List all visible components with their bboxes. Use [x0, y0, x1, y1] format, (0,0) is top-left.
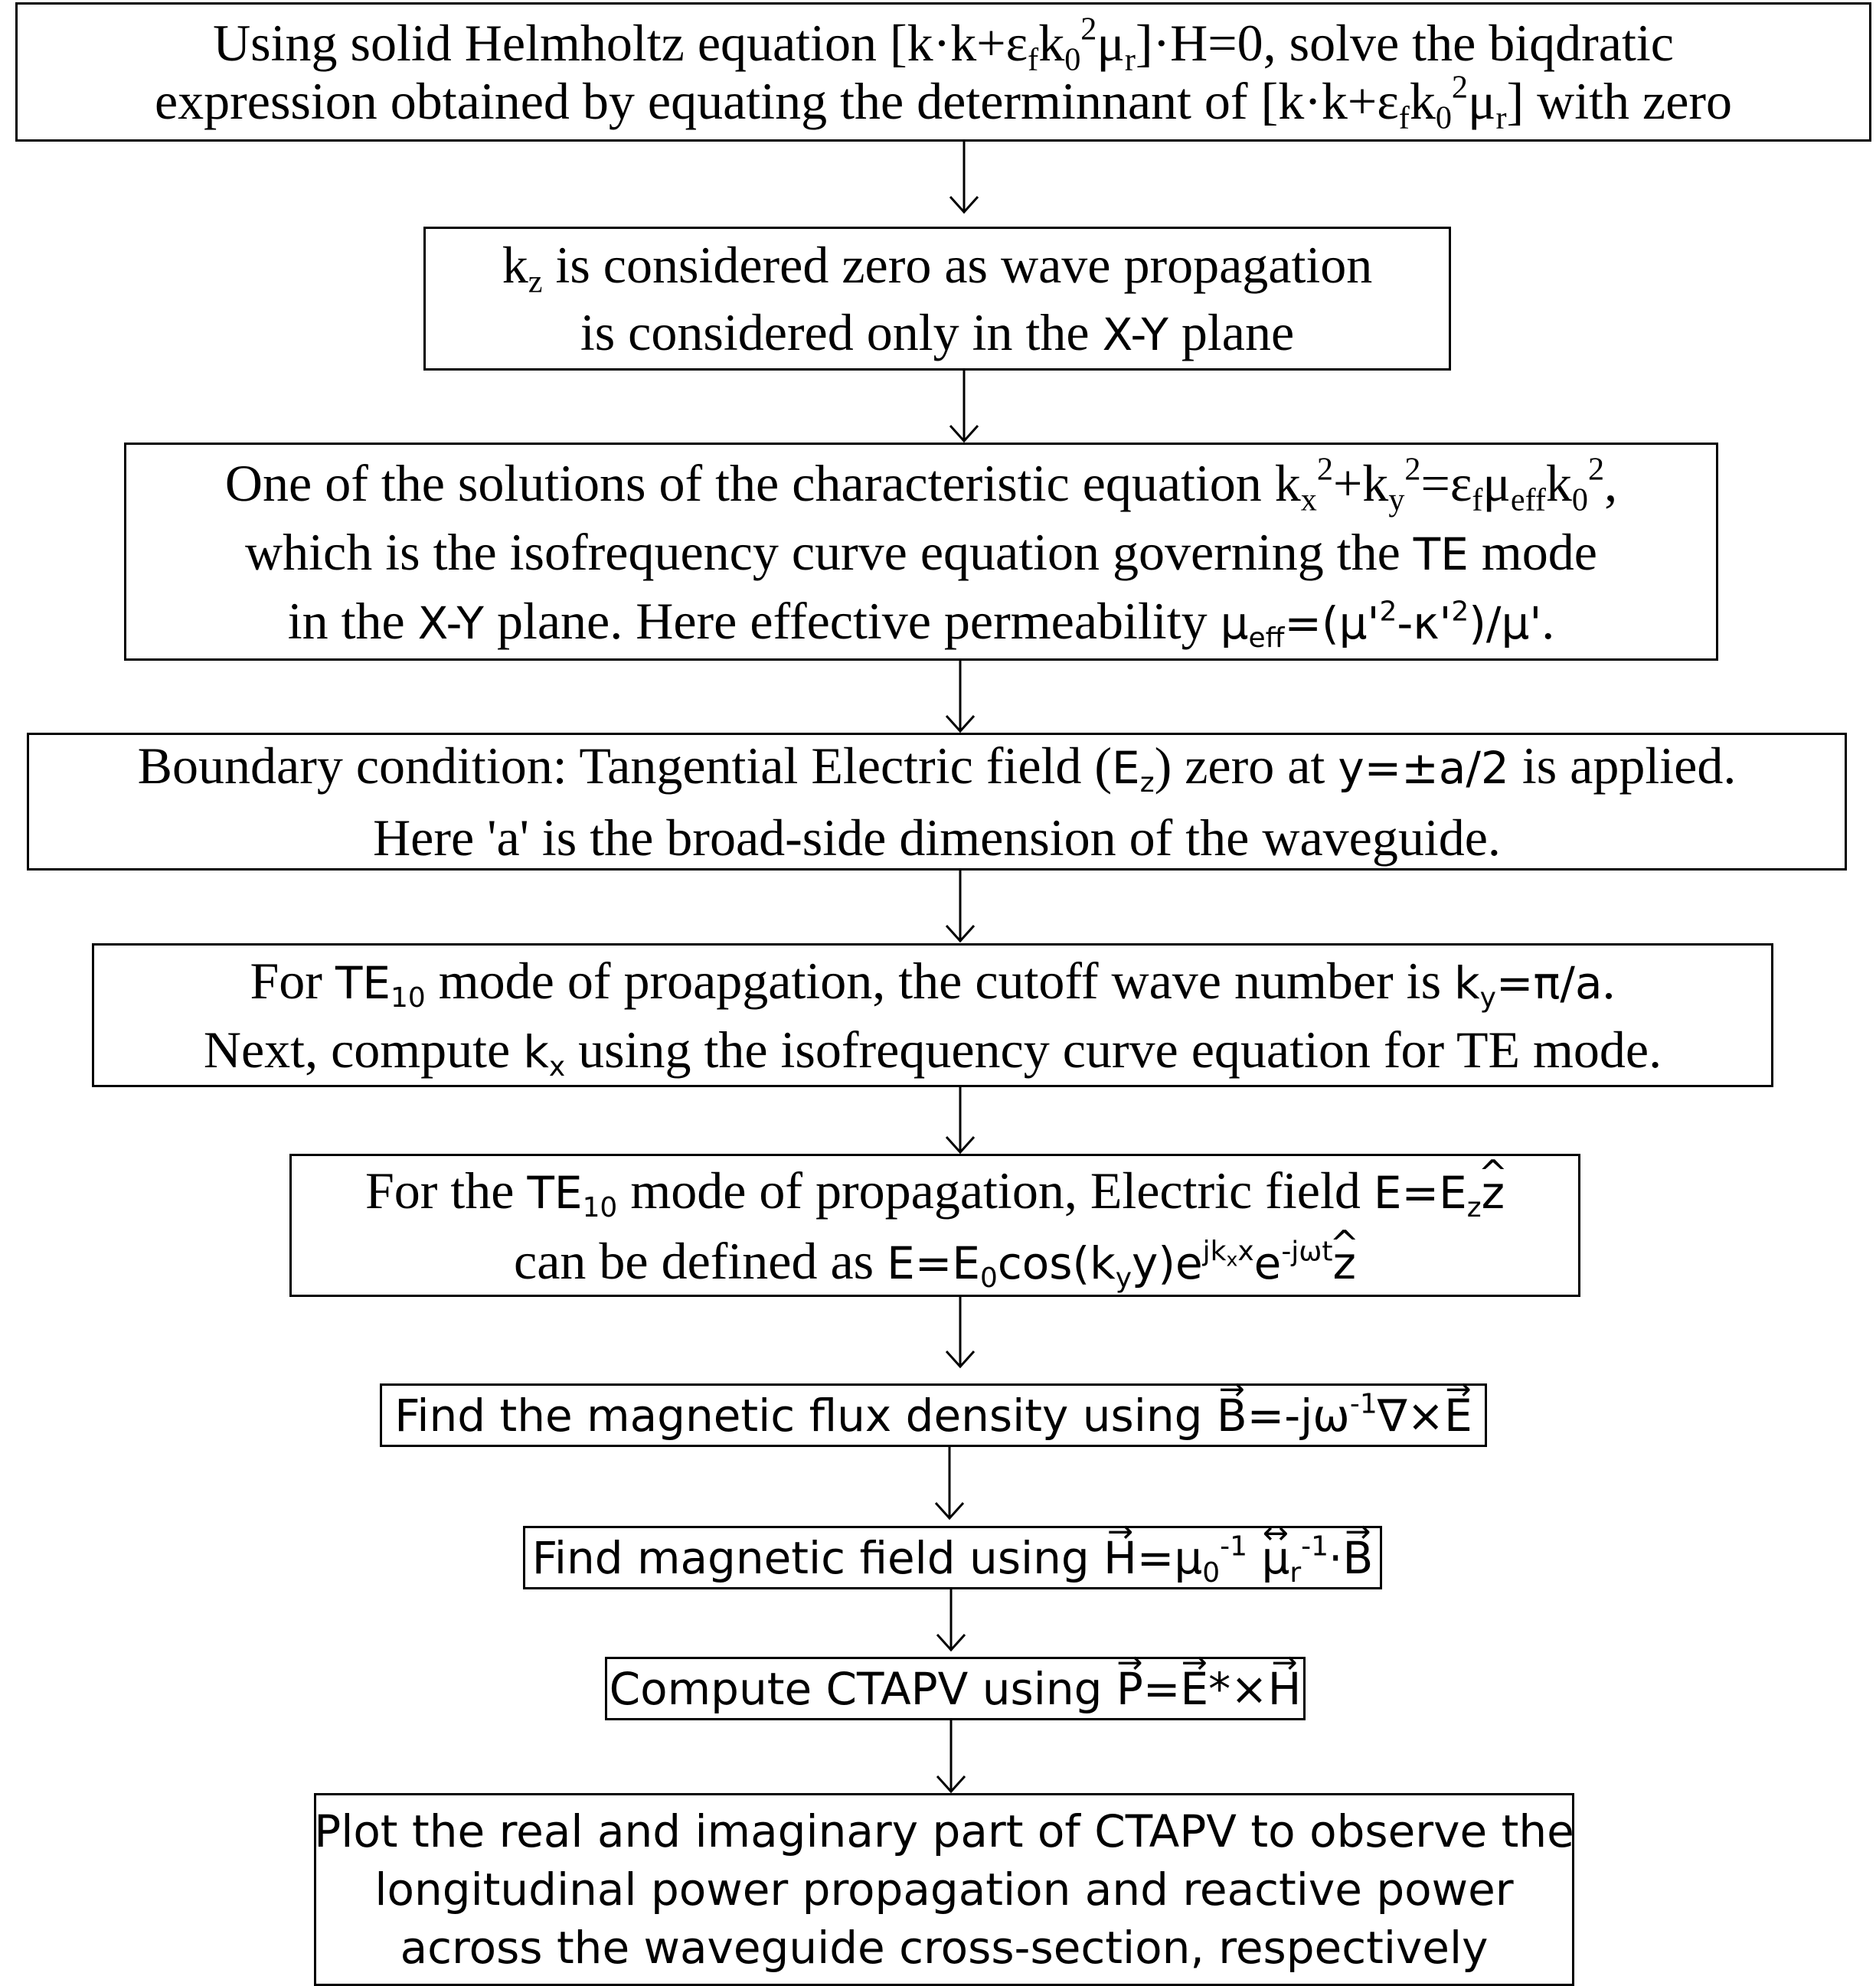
ctapv-equation: P →=E →*×H → — [1116, 1663, 1301, 1715]
step-10-line-2: longitudinal power propagation and reactive power — [374, 1864, 1514, 1916]
effective-permeability-equation: $\mu_{eff}=(\mu'^2-\kappa'^2)/\mu'$ — [1220, 596, 1542, 654]
ez-symbol: $E_z$ — [1112, 742, 1155, 799]
flux-density-equation: $B \to=-j\omega^{-1}\nabla\times E$ → — [1217, 1390, 1472, 1442]
step-4-box — [27, 733, 1847, 871]
te10-symbol: $TE_{10}$ — [335, 957, 426, 1014]
step-3-line-3: in the X-Y plane. Here effective permeability $\mu_{eff}=(\mu'^2-\kappa'^2)/\mu'$. — [287, 591, 1555, 654]
arrow-7-to-8 — [936, 1447, 963, 1518]
kx-symbol: $k_x$ — [523, 1026, 566, 1083]
step-7-box — [380, 1383, 1487, 1447]
helmholtz-operator-matrix: $[k\cdot k+\varepsilon_fk_0^2\mu_r]$ — [1260, 69, 1525, 136]
step-4-line-1: Boundary condition: Tangential Electric field $(E_z)$ zero at y=±a/2 is applied. — [137, 737, 1737, 799]
arrow-6-to-7 — [946, 1297, 974, 1367]
step-8-box — [523, 1526, 1382, 1589]
arrow-9-to-10 — [937, 1720, 965, 1792]
cutoff-wavenumber-equation: $k_y=\pi/a$ — [1454, 957, 1603, 1014]
step-6-box — [289, 1154, 1580, 1297]
step-6-line-2: can be defined as $E=E_0\cos(k_yy)e^{jk_xx}e^{-j\omega t}z$ ^ — [514, 1235, 1356, 1287]
step-2-line-1: $k_z$ is considered zero as wave propagation — [502, 236, 1373, 300]
magnetic-field-equation: $H \to=\mu_0^{-1}$ μ $\leftrightarrow_r^{-1}\cdot B$ → — [1103, 1532, 1373, 1584]
arrow-5-to-6 — [946, 1087, 974, 1152]
step-9-box — [605, 1657, 1306, 1720]
step-7-text: Find the magnetic flux density using $B \to=-j\omega^{-1}\nabla\times E$ → — [394, 1393, 1472, 1438]
step-1-line-2: expression obtained by equating the determinnant of $[k\cdot k+\varepsilon_fk_0^2\mu_r]$ with zero — [154, 69, 1733, 136]
isofrequency-equation: $k_x^2+k_y^2=\varepsilon_f\mu_{eff}k_0^2$ — [1274, 451, 1605, 518]
step-3-box — [124, 443, 1718, 661]
arrow-2-to-3 — [950, 371, 978, 441]
step-8-text: Find magnetic field using $H \to=\mu_0^{-1}$ μ $\leftrightarrow_r^{-1}\cdot B$ → — [532, 1536, 1374, 1580]
step-2-box — [423, 227, 1451, 371]
step-10-line-3: across the waveguide cross-section, respectively — [400, 1922, 1489, 1974]
electric-field-direction: $E=E_zz$ ^ — [1374, 1167, 1505, 1219]
step-5-box — [92, 943, 1773, 1087]
step-10-line-1: Plot the real and imaginary part of CTAPV to observe the — [314, 1805, 1574, 1857]
step-6-line-1: For the $TE_{10}$ mode of propagation, Electric field $E=E_zz$ ^ — [365, 1164, 1505, 1217]
step-9-text: Compute CTAPV using P →=E →*×H → — [610, 1667, 1302, 1711]
electric-field-expression: $E=E_0\cos(k_yy)e^{jk_xx}e^{-j\omega t}z$ ^ — [887, 1237, 1356, 1289]
step-10-box — [314, 1793, 1574, 1986]
step-2-line-2: is considered only in the X-Y plane — [580, 303, 1295, 361]
helmholtz-operator-equation: $[k\cdot k+\varepsilon_fk_0^2\mu_r]\cdot H=0$ — [889, 11, 1263, 78]
arrow-1-to-2 — [950, 142, 978, 212]
arrow-3-to-4 — [946, 661, 974, 731]
step-4-line-2: Here 'a' is the broad-side dimension of the waveguide. — [373, 808, 1501, 867]
step-1-box — [15, 2, 1871, 142]
step-1-line-1: Using solid Helmholtz equation $[k\cdot k+\varepsilon_fk_0^2\mu_r]\cdot H=0$, solve the biqdratic — [213, 11, 1674, 78]
step-3-line-2: which is the isofrequency curve equation governing the TE mode — [245, 522, 1597, 581]
step-5-line-2: Next, compute $k_x$ using the isofrequency curve equation for TE mode. — [203, 1021, 1662, 1083]
arrow-4-to-5 — [946, 871, 974, 941]
step-3-line-1: One of the solutions of the characteristic equation $k_x^2+k_y^2=\varepsilon_f\mu_{eff}k_0^2$, — [224, 451, 1618, 518]
te10-symbol: $TE_{10}$ — [527, 1166, 618, 1223]
arrow-8-to-9 — [937, 1589, 965, 1650]
kz-symbol: $k_z$ — [502, 236, 543, 300]
step-5-line-1: For $TE_{10}$ mode of proapgation, the cutoff wave number is $k_y=\pi/a$. — [250, 952, 1616, 1014]
